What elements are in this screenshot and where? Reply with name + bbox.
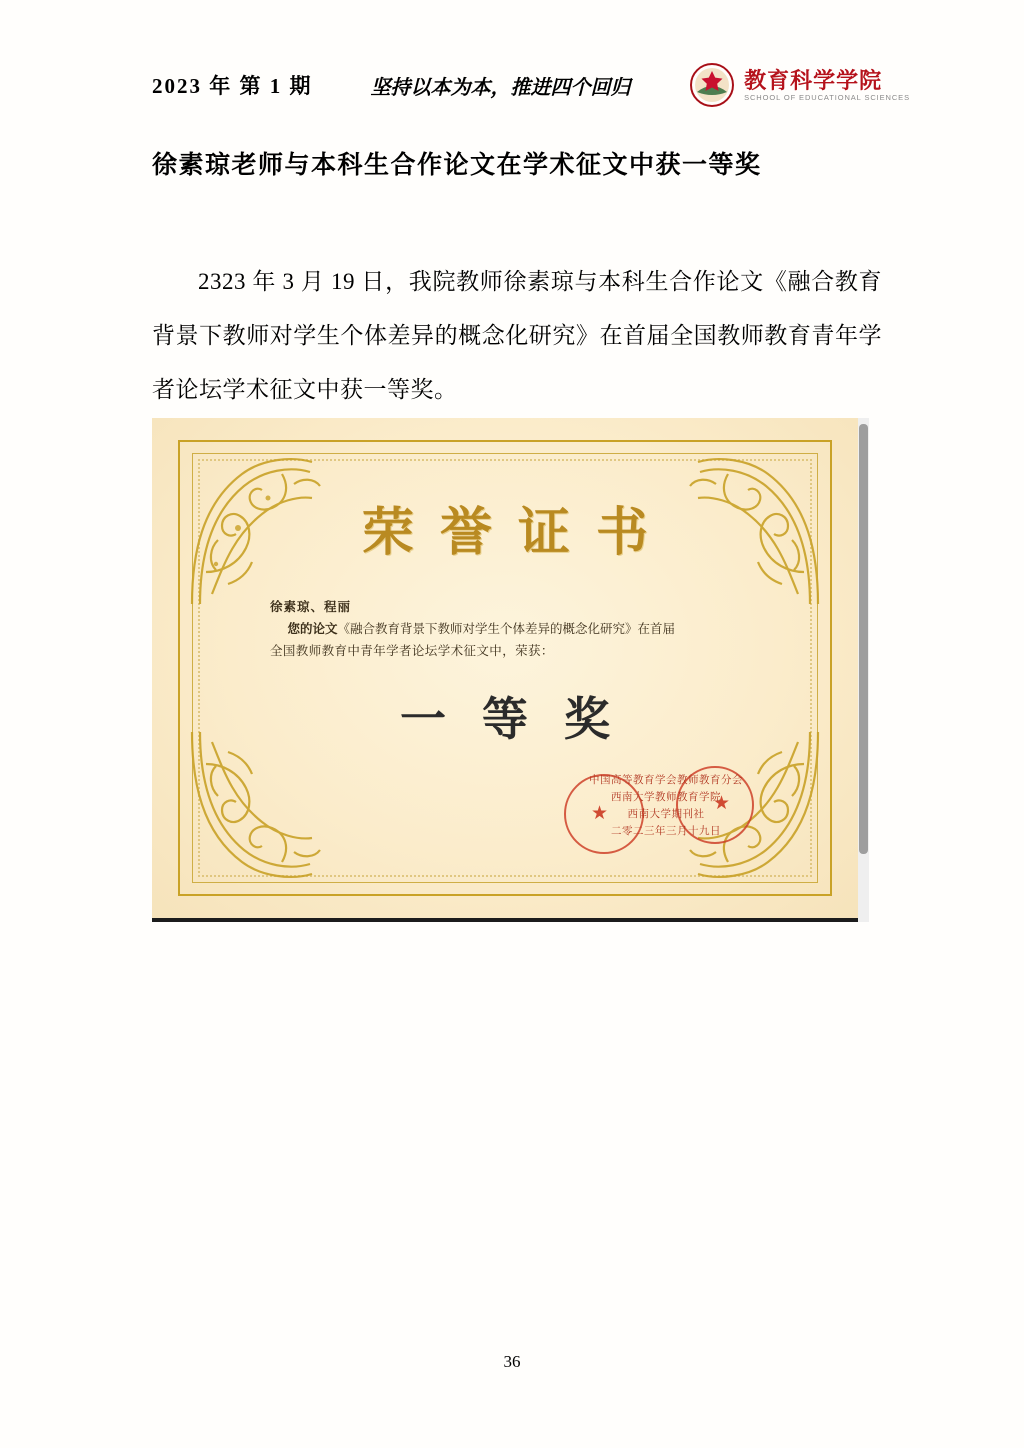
logo-emblem-icon: [689, 62, 735, 108]
seal-line-3: 西南大学期刊社: [627, 809, 705, 820]
article-title: 徐素琼老师与本科生合作论文在学术征文中获一等奖: [152, 151, 762, 179]
page-number: 36: [503, 1352, 521, 1371]
certificate-paper-suffix: 在首届: [637, 622, 676, 636]
certificate-body: [270, 596, 750, 662]
certificate-recipients: 徐素琼、程丽: [270, 600, 352, 614]
seal-line-1: 中国高等教育学会教师教育分会: [589, 775, 743, 786]
certificate-award-level: 一等奖: [400, 694, 646, 745]
seal-text-block: [578, 772, 754, 840]
image-scrollbar[interactable]: [858, 418, 869, 922]
seal-star-icon: ★: [712, 793, 730, 814]
issue-label: 2023 年 第 1 期: [152, 74, 313, 98]
certificate-paper-title: 《融合教育背景下教师对学生个体差异的概念化研究》: [337, 622, 638, 636]
school-logo: [689, 62, 912, 108]
certificate-paper-prefix: 您的论文: [287, 622, 338, 636]
certificate-seal: [564, 760, 754, 858]
seal-line-2: 西南大学教师教育学院: [611, 792, 721, 803]
slogan-text: 坚持以本为本，推进四个回归: [370, 76, 631, 99]
logo-name-cn: 教育科学学院: [744, 67, 883, 93]
certificate-paper-line: [270, 618, 750, 640]
seal-star-icon: ★: [591, 803, 609, 824]
page-header: [152, 56, 912, 114]
certificate-title: 荣誉证书: [361, 505, 674, 562]
certificate-forum-line: 全国教师教育中青年学者论坛学术征文中，荣获：: [270, 644, 554, 658]
certificate-canvas: [152, 418, 858, 918]
logo-text-block: [744, 69, 910, 102]
logo-name-en: SCHOOL OF EDUCATIONAL SCIENCES: [744, 92, 910, 102]
article-paragraph: 2323 年 3 月 19 日，我院教师徐素琼与本科生合作论文《融合教育背景下教师对学生个体差异的概念化研究》在首届全国教师教育青年学者论坛学术征文中获一等奖。: [152, 269, 882, 402]
seal-line-4: 二零二三年三月十九日: [611, 826, 721, 837]
certificate-image: [152, 418, 869, 922]
image-scrollbar-thumb[interactable]: [859, 424, 868, 854]
